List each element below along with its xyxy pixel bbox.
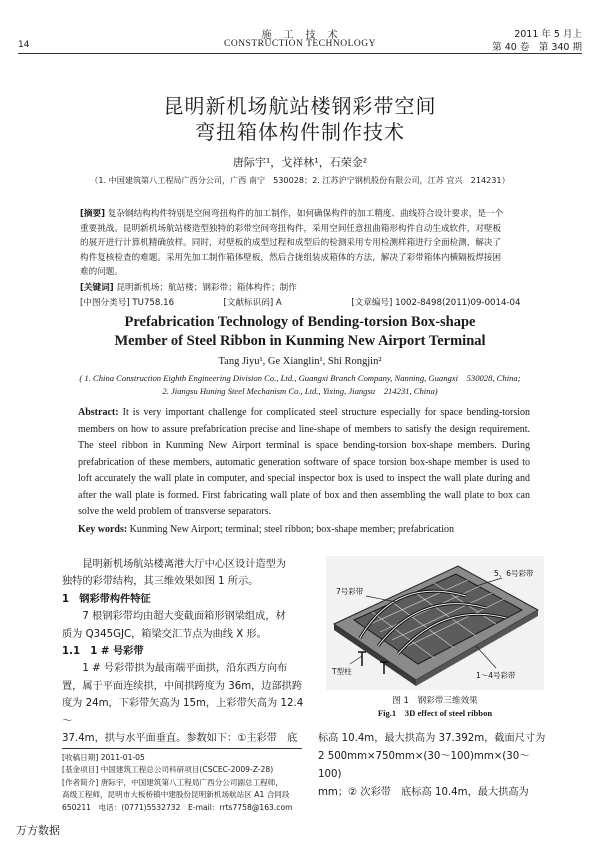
section-heading-1: 1 钢彩带构件特征 xyxy=(62,593,151,605)
header-rule xyxy=(18,53,582,54)
footnote-rule xyxy=(62,748,302,749)
callout-ribbon-5-6: 5、6号彩带 xyxy=(494,569,534,578)
article-number-value: 1002-8498(2011)09-0014-04 xyxy=(395,297,521,308)
body-line: 昆明新机场航站楼离港大厅中心区设计造型为 xyxy=(62,559,287,570)
body-line: mm；② 次彩带 底标高 10.4m，最大拱高为 xyxy=(318,787,529,798)
body-line: 质为 Q345GJC，箱梁交汇节点为曲线 X 形。 xyxy=(62,628,267,640)
abstract-en-text: It is very important challenge for complicated steel structure especially for space bending-torsion members on how to assure prefabrication precise and line-shape of members to satisfy the design requirement. The steel ribbon in Kunming New Airport terminal is space bending-torsion box-shape members. During prefabrication of these members, automatic generation software of space torsion box-shape member is used to loft accurately the wall plate in computer, and special inspector box is used to inspect the wall plate during and after the wall plate is formed. First fabricating wall plate of box and then assembling the wall plate to box can solve the weld problem of transverse separators. xyxy=(78,407,531,517)
title-en-line2: Member of Steel Ribbon in Kunming New Airport Terminal xyxy=(114,333,486,349)
watermark-source: 万方数据 xyxy=(16,824,60,837)
clc-label: [中图分类号] xyxy=(80,297,130,308)
right-column xyxy=(318,730,550,802)
keywords-en-label: Key words: xyxy=(78,524,128,535)
body-line: 置，属于平面连续拱，中间拱跨度为 36m，边部拱跨 xyxy=(62,680,303,692)
title-cn-line1: 昆明新机场航站楼钢彩带空间 xyxy=(163,94,437,118)
section-heading-1-1: 1.1 1 # 号彩带 xyxy=(62,646,144,658)
body-line: 独特的彩带结构，其三维效果如图 1 所示。 xyxy=(62,576,259,588)
abstract-cn xyxy=(80,207,530,310)
body-line: 1 # 号彩带拱为最南端平面拱，沿东西方向布 xyxy=(62,663,288,675)
footnote-line: [作者简介] 唐际宇，中国建筑第八工程局广西分公司副总工程师， xyxy=(62,777,283,787)
page-number: 14 xyxy=(18,40,30,50)
figure-caption-cn: 图 1 钢彩带三维效果 xyxy=(392,696,478,706)
figure-1 xyxy=(326,556,544,690)
abstract-cn-line: 重要挑战。昆明新机场航站楼造型独特的彩带空间弯扭构件，采用空间任意扭曲箱形构件自动生成软件，对壁板 xyxy=(80,223,502,234)
abstract-cn-line: 复杂钢结构构件特别是空间弯扭构件的加工制作，如何确保构件的加工精度、曲线符合设计要求，是一个 xyxy=(107,209,504,219)
title-en-line1: Prefabrication Technology of Bending-torsion Box-shape xyxy=(124,314,476,330)
callout-t-column: T型柱 xyxy=(332,667,352,676)
abstract-cn-label: [摘要] xyxy=(80,209,106,219)
abstract-cn-line: 难的问题。 xyxy=(80,267,123,278)
affiliations-en xyxy=(20,372,580,398)
abstract-cn-line: 构件复核检查的难题。采用先加工制作箱体壁板，然后合拢组装成箱体的方法，解决了彩带箱体内横隔板焊接困 xyxy=(80,252,502,263)
volume-issue: 第 40 卷 第 340 期 xyxy=(492,42,582,53)
figure-caption-en: Fig.1 3D effect of steel ribbon xyxy=(377,708,493,718)
authors-cn: 唐际宇¹，戈祥林¹，石荣金² xyxy=(232,156,368,169)
footnote-line: [收稿日期] 2011-01-05 xyxy=(62,753,145,762)
keywords-cn: 昆明新机场；航站楼；钢彩带；箱体构件；制作 xyxy=(116,282,297,293)
callout-ribbon-7: 7号彩带 xyxy=(336,587,364,596)
body-line: 标高 10.4m，最大拱高为 37.392m，截面尺寸为 xyxy=(318,733,546,744)
body-line: 度为 24m，下彩带矢高为 15m，上彩带矢高为 12.4～ xyxy=(62,698,304,727)
affiliations-cn: （1. 中国建筑第八工程局广西分公司，广西 南宁 530028；2. 江苏沪宁钢机股份有限公司，江苏 宜兴 214231） xyxy=(90,175,510,185)
abstract-en xyxy=(78,405,530,521)
body-line: 7 根钢彩带均由超大变截面箱形钢梁组成，材 xyxy=(62,611,286,623)
journal-title-en: CONSTRUCTION TECHNOLOGY xyxy=(224,39,376,49)
keywords-cn-label: [关键词] xyxy=(80,282,114,293)
left-column xyxy=(62,556,308,747)
title-cn-line2: 弯扭箱体构件制作技术 xyxy=(195,120,405,144)
footnote-line: 高级工程师，昆明市大板桥镇中建股份昆明新机场航站区 A1 合同段 xyxy=(62,790,290,800)
doc-code-label: [文献标识码] xyxy=(223,297,274,308)
abstract-en-label: Abstract: xyxy=(78,407,119,418)
authors-en: Tang Jiyu¹, Ge Xianglin¹, Shi Rongjin² xyxy=(218,356,382,367)
callout-ribbon-1-4: 1～4号彩带 xyxy=(476,671,516,680)
body-line: 2 500mm×750mm×(30～100)mm×(30～100) xyxy=(318,751,530,780)
footnote-line: [基金项目] 中国建筑工程总公司科研项目(CSCEC-2009-Z-28) xyxy=(62,765,274,775)
abstract-cn-line: 的展开进行计算机精确放样。同时，对壁板的成型过程和成型后的检测采用专用检测样箱进行全面检测，解决了 xyxy=(80,238,502,249)
body-line: 37.4m，拱与水平面垂直。参数如下：①主彩带 底 xyxy=(62,733,298,745)
footnote-line: 650211 电话：(0771)5532732 E-mail：rrts7758@163.com xyxy=(62,802,293,812)
footnote xyxy=(62,752,312,814)
keywords-en-block xyxy=(78,522,530,539)
journal-title-cn: 施 工 技 术 xyxy=(261,30,339,41)
article-number-label: [文章编号] xyxy=(351,297,393,308)
steel-ribbon-3d-image xyxy=(326,556,544,690)
doc-code-value: A xyxy=(275,297,282,308)
affiliation-en-line: 2. Jiangsu Huning Steel Mechanism Co., Ltd., Yixing, Jiangsu 214231, China) xyxy=(162,386,438,396)
issue-date: 2011 年 5 月上 xyxy=(514,29,582,40)
keywords-en: Kunming New Airport; terminal; steel ribbon; box-shape member; prefabrication xyxy=(129,524,455,535)
affiliation-en-line: ( 1. China Construction Eighth Engineering Division Co., Ltd., Guangxi Branch Company, Nanning, Guangxi 530028, China; xyxy=(79,373,521,383)
clc-value: TU758.16 xyxy=(132,297,175,308)
